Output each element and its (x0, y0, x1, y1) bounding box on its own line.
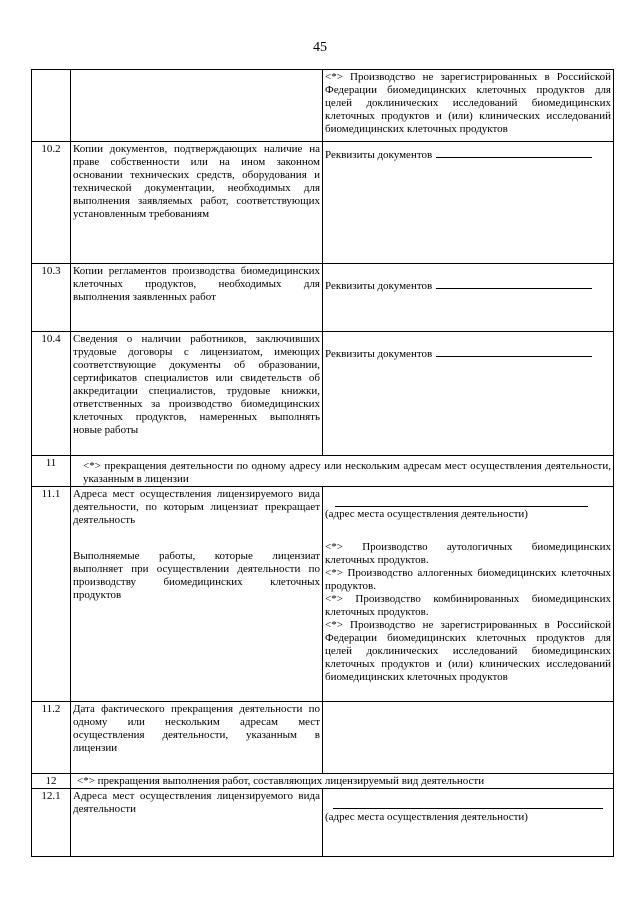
option-autologous[interactable]: <*> Производство аутологичных биомедицинских клеточных продуктов. (325, 541, 611, 566)
document-details-label: Реквизиты документов (325, 149, 433, 161)
row-number: 11.1 (32, 487, 71, 702)
row-description: Сведения о наличии работников, заключивших трудовые договоры с лицензиатом, имеющих соответствующие документы об образовании, сертификатов специалистов или свидетельств об аккредитации специалистов, трудовые книжки, ответственных за производство биомедицинских клеточных продуктов, намеренных выполнять новые работы (71, 332, 323, 456)
row-number: 11 (32, 456, 71, 487)
row-number: 12.1 (32, 789, 71, 857)
option-combined[interactable]: <*> Производство комбинированных биомедицинских клеточных продуктов. (325, 593, 611, 618)
works-description: Выполняемые работы, которые лицензиат выполняет при осуществлении деятельности по производству биомедицинских клеточных продуктов (73, 550, 320, 601)
document-details-field[interactable] (323, 142, 614, 264)
row-description (71, 487, 323, 702)
address-input-line[interactable] (333, 808, 603, 809)
row-description: Копии регламентов производства биомедицинских клеточных продуктов, необходимых для выполнения заявленных работ (71, 264, 323, 332)
section-option-text[interactable]: <*> прекращения деятельности по одному адресу или нескольким адресам мест осуществления деятельности, указанным в лицензии (71, 456, 614, 487)
address-cell (323, 789, 614, 857)
document-details-field[interactable] (323, 264, 614, 332)
option-unregistered[interactable]: <*> Производство не зарегистрированных в Российской Федерации биомедицинских клеточных продуктов для целей доклинических исследований биомедицинских клеточных продуктов и (или) клинических исследований биомедицинских клеточных продуктов (325, 619, 611, 683)
address-caption: (адрес места осуществления деятельности) (325, 811, 528, 823)
section-option-text[interactable]: <*> прекращения выполнения работ, составляющих лицензируемый вид деятельности (71, 774, 614, 789)
row-number-cell (32, 70, 71, 142)
row-number: 11.2 (32, 702, 71, 774)
document-details-field[interactable] (323, 332, 614, 456)
row-number: 12 (32, 774, 71, 789)
table-row (32, 702, 614, 774)
table-row (32, 70, 614, 142)
table-row (32, 456, 614, 487)
document-details-label: Реквизиты документов (325, 280, 433, 292)
row-description: Дата фактического прекращения деятельности по одному или нескольким адресам мест осуществления деятельности, указанным в лицензии (71, 702, 323, 774)
address-input-line[interactable] (335, 506, 588, 507)
fill-in-line[interactable] (436, 347, 592, 357)
license-form-table (31, 69, 614, 857)
address-description: Адреса мест осуществления лицензируемого вида деятельности, по которым лицензиат прекращает деятельность (73, 488, 320, 526)
option-allogeneic[interactable]: <*> Производство аллогенных биомедицинских клеточных продуктов. (325, 567, 611, 592)
fill-in-line[interactable] (436, 148, 592, 158)
fill-in-line[interactable] (436, 279, 592, 289)
table-row (32, 142, 614, 264)
table-row (32, 789, 614, 857)
address-caption: (адрес места осуществления деятельности) (325, 508, 528, 520)
document-details-label: Реквизиты документов (325, 348, 433, 360)
page-number: 45 (313, 40, 327, 55)
table-row (32, 264, 614, 332)
row-number: 10.4 (32, 332, 71, 456)
row-description: Копии документов, подтверждающих наличие на праве собственности или на ином законном основании технических средств, оборудования и технической документации, необходимых для выполнения заявляемых работ, соответствующих установленным требованиям (71, 142, 323, 264)
option-cell[interactable]: <*> Производство не зарегистрированных в Российской Федерации биомедицинских клеточных продуктов для целей доклинических исследований биомедицинских клеточных продуктов и (или) клинических исследований биомедицинских клеточных продуктов (323, 70, 614, 142)
row-number: 10.3 (32, 264, 71, 332)
address-and-works-cell (323, 487, 614, 702)
table-row (32, 332, 614, 456)
table-row (32, 774, 614, 789)
date-input-cell[interactable] (323, 702, 614, 774)
row-description-cell (71, 70, 323, 142)
row-description: Адреса мест осуществления лицензируемого вида деятельности (71, 789, 323, 857)
row-number: 10.2 (32, 142, 71, 264)
table-row (32, 487, 614, 702)
